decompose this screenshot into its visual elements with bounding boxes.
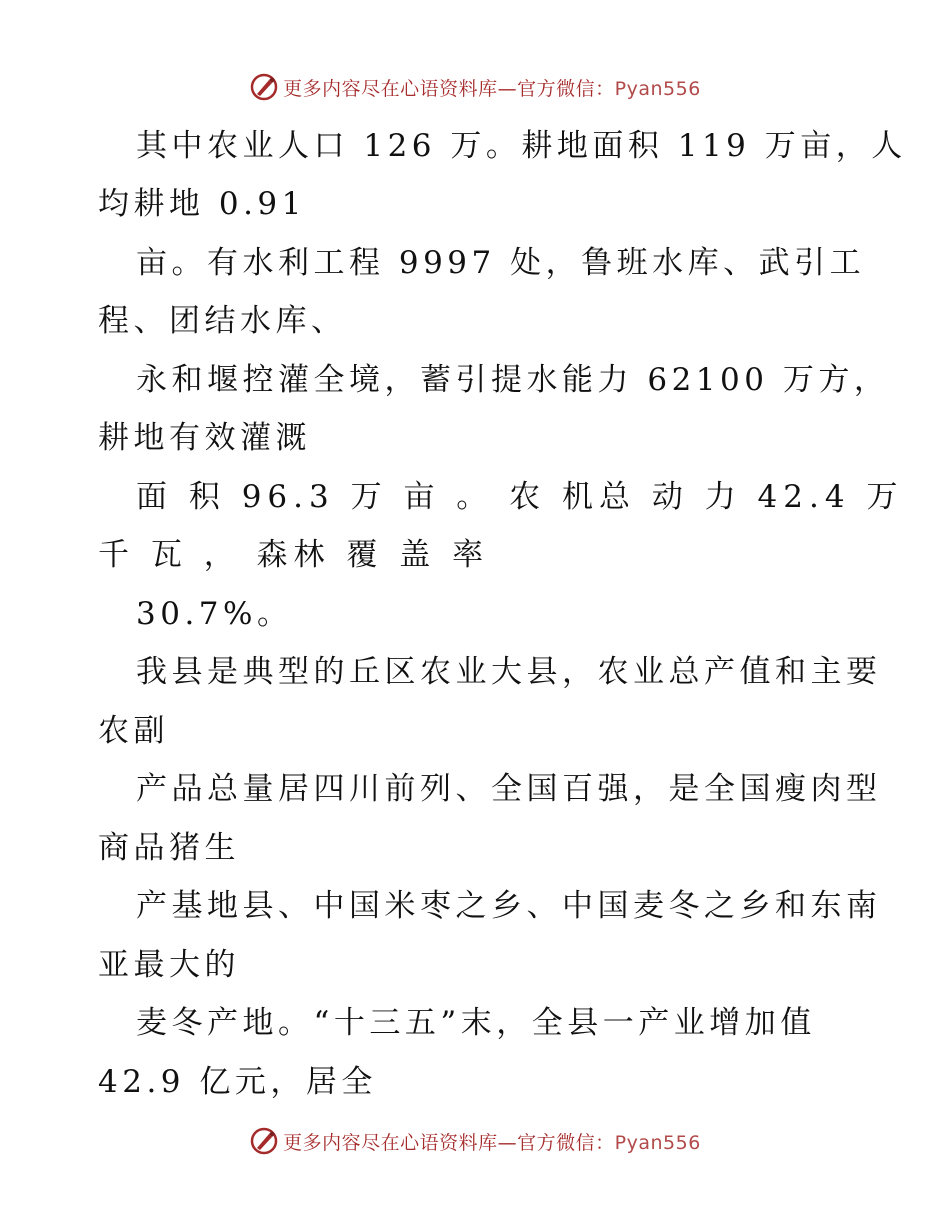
- text-line: 面 积 96.3 万 亩 。 农 机总 动 力 42.4 万: [136, 479, 904, 515]
- text-line: 亚最大的: [98, 947, 240, 983]
- text-line: 耕地有效灌溉: [98, 420, 311, 456]
- footer-watermark: [0, 1126, 950, 1156]
- watermark-id: Pyan556: [614, 77, 701, 100]
- text-line: 均耕地 0.91: [98, 186, 306, 222]
- pen-logo-icon: [249, 1126, 279, 1156]
- watermark-text: 更多内容尽在心语资料库—官方微信：Pyan556: [283, 1131, 701, 1154]
- text-line: 亩。有水利工程 9997 处，鲁班水库、武引工: [136, 245, 866, 281]
- text-line: 千 瓦 ， 森林 覆 盖 率: [98, 537, 490, 573]
- text-line: 程、团结水库、: [98, 303, 347, 339]
- text-line: 42.9 亿元，居全: [98, 1064, 377, 1100]
- text-line: 农副: [98, 713, 169, 749]
- text-line: 商品猪生: [98, 830, 240, 866]
- text-line: 麦冬产地。“十三五”末，全县一产业增加值: [136, 1005, 816, 1041]
- text-line: 产基地县、中国米枣之乡、中国麦冬之乡和东南: [136, 888, 882, 924]
- text-line: 其中农业人口 126 万。耕地面积 119 万亩，人: [136, 128, 907, 164]
- header-watermark: [0, 72, 950, 102]
- text-line: 永和堰控灌全境，蓄引提水能力 62100 万方，: [136, 362, 890, 398]
- pen-logo-icon: [249, 72, 279, 102]
- text-line: 产品总量居四川前列、全国百强，是全国瘦肉型: [136, 771, 882, 807]
- text-line: 我县是典型的丘区农业大县，农业总产值和主要: [136, 654, 882, 690]
- watermark-text: 更多内容尽在心语资料库—官方微信：Pyan556: [283, 77, 701, 100]
- text-line: 30.7%。: [136, 596, 293, 632]
- watermark-id: Pyan556: [614, 1131, 701, 1154]
